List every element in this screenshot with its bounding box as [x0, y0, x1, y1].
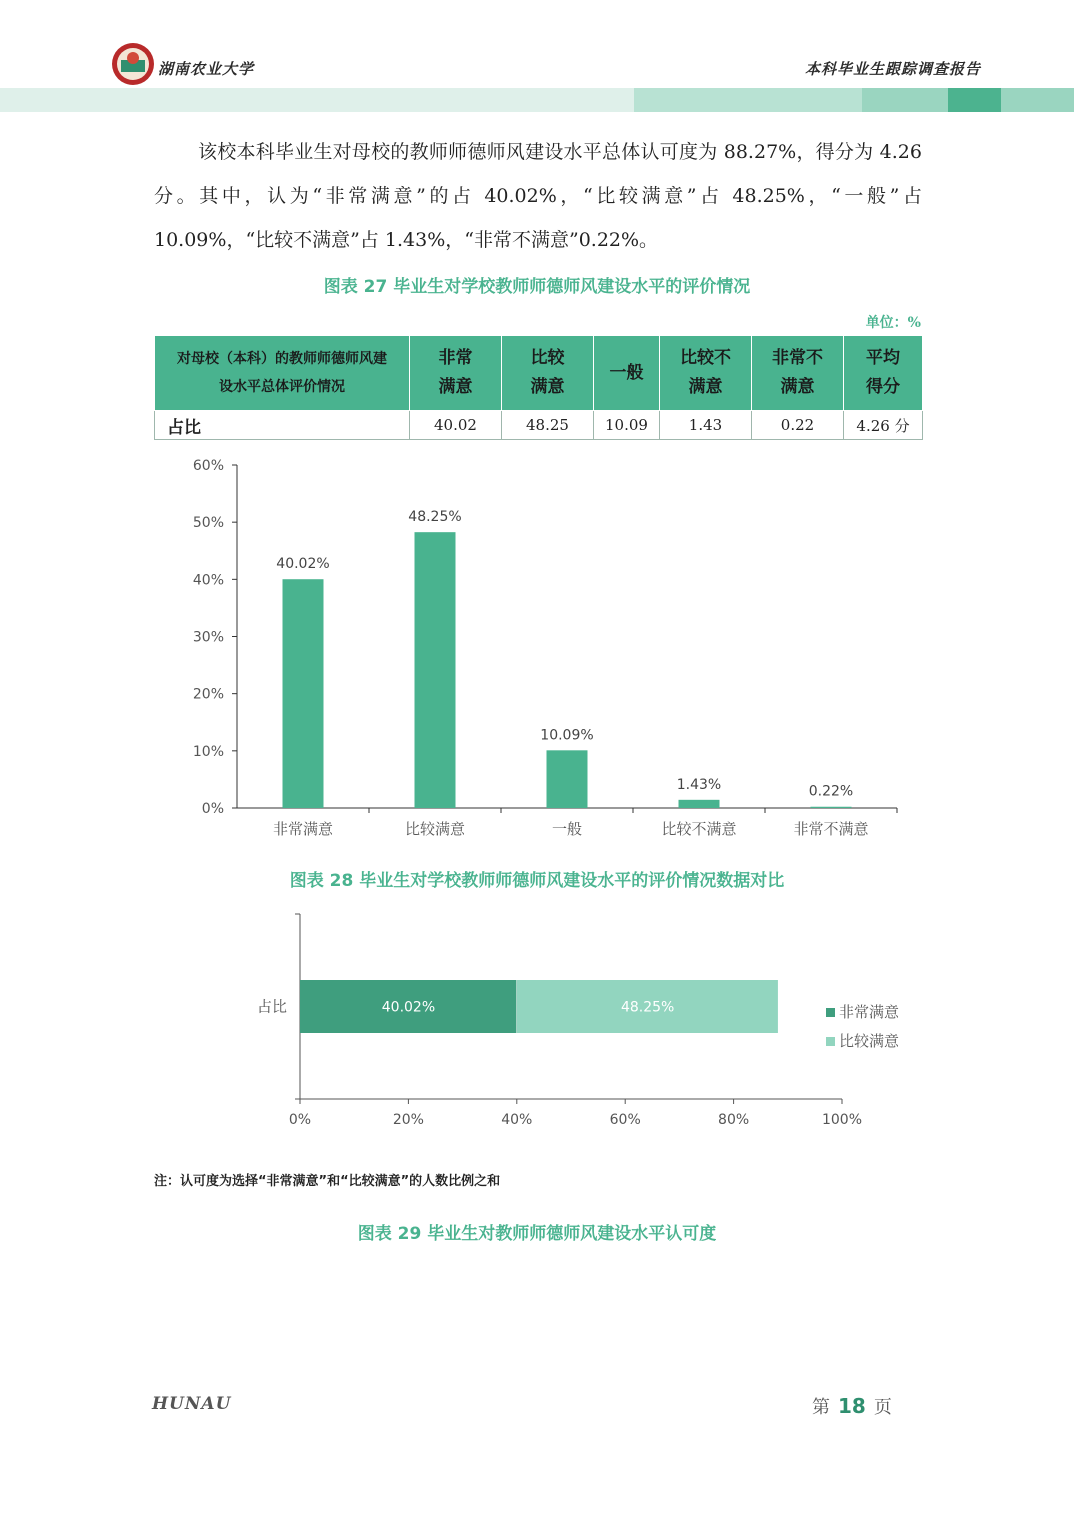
y-tick-label: 20% — [192, 686, 224, 703]
table-header-cell: 一般 — [594, 336, 660, 411]
x-tick-label: 80% — [718, 1112, 750, 1128]
y-tick-label: 10% — [192, 743, 224, 760]
bar — [811, 807, 852, 808]
bar-data-label: 40.02% — [276, 556, 330, 573]
header-band-end — [1001, 88, 1074, 112]
table-header-cell: 比较满意 — [502, 336, 594, 411]
evaluation-bar-chart — [0, 450, 1074, 850]
bar-data-label: 0.22% — [808, 783, 854, 800]
page-number-value: 18 — [838, 1394, 866, 1418]
x-tick-label: 20% — [392, 1112, 424, 1128]
x-tick-label: 0% — [288, 1112, 312, 1128]
bar-data-label: 10.09% — [540, 727, 594, 744]
x-tick-label: 60% — [609, 1112, 641, 1128]
y-tick-label: 50% — [192, 515, 224, 532]
table-cell: 1.43 — [660, 411, 752, 440]
category-label: 占比 — [256, 997, 287, 1016]
y-tick-label: 30% — [192, 629, 224, 646]
header-band-mid2 — [862, 88, 948, 112]
x-tick-label: 非常满意 — [272, 820, 334, 838]
legend-label: 非常满意 — [839, 1003, 900, 1021]
footer-brand: HUNAU — [152, 1394, 232, 1414]
table-cell: 48.25 — [502, 411, 594, 440]
x-tick-label: 比较满意 — [404, 820, 466, 838]
bar — [283, 579, 324, 808]
satisfaction-stacked-chart — [0, 900, 1074, 1140]
segment-data-label: 40.02% — [381, 999, 436, 1016]
x-tick-label: 40% — [501, 1112, 533, 1128]
table-header-cell: 非常不满意 — [752, 336, 844, 411]
page-prefix: 第 — [812, 1397, 830, 1418]
y-tick-label: 40% — [192, 572, 224, 589]
legend-label: 比较满意 — [839, 1032, 900, 1050]
page-suffix: 页 — [873, 1397, 892, 1418]
segment-data-label: 48.25% — [620, 999, 675, 1016]
bar — [415, 532, 456, 808]
page-number — [812, 1393, 892, 1419]
table-header-cell: 平均得分 — [844, 336, 923, 411]
university-logo — [111, 42, 155, 86]
evaluation-table — [154, 335, 923, 440]
table-cell: 10.09 — [594, 411, 660, 440]
bar-data-label: 48.25% — [408, 509, 462, 526]
university-name: 湖南农业大学 — [158, 60, 255, 78]
figure-27-caption: 图表 27 毕业生对学校教师师德师风建设水平的评价情况 — [323, 277, 751, 297]
table-header-cell: 对母校（本科）的教师师德师风建设水平总体评价情况 — [155, 336, 410, 411]
table-header-cell: 比较不满意 — [660, 336, 752, 411]
header-band-dark — [948, 88, 1001, 112]
bar — [547, 750, 588, 808]
table-header-row — [155, 336, 923, 411]
figure-29-caption: 图表 29 毕业生对教师师德师风建设水平认可度 — [357, 1224, 717, 1244]
y-tick-label: 60% — [192, 458, 224, 474]
footnote: 注：认可度为选择“非常满意”和“比较满意”的人数比例之和 — [154, 1174, 501, 1189]
bar-data-label: 1.43% — [676, 776, 722, 793]
header-band-mid — [634, 88, 862, 112]
y-tick-label: 0% — [201, 801, 224, 817]
table-cell: 4.26 分 — [844, 411, 923, 440]
table-cell: 40.02 — [410, 411, 502, 440]
x-tick-label: 非常不满意 — [793, 820, 869, 838]
bar — [679, 800, 720, 808]
table-row — [155, 411, 923, 440]
unit-label: 单位：% — [865, 315, 921, 331]
table-header-cell: 非常满意 — [410, 336, 502, 411]
table-row-label: 占比 — [155, 411, 410, 440]
x-tick-label: 一般 — [551, 820, 583, 838]
x-tick-label: 比较不满意 — [661, 820, 737, 838]
body-paragraph: 该校本科毕业生对母校的教师师德师风建设水平总体认可度为 88.27%，得分为 4.26 分。其中，认为“非常满意”的占 40.02%，“比较满意”占 48.25%，“一般”占 10.09%，“比较不满意”占 1.43%，“非常不满意”0.22%。 — [154, 141, 922, 251]
figure-28-caption: 图表 28 毕业生对学校教师师德师风建设水平的评价情况数据对比 — [289, 871, 785, 891]
x-tick-label: 100% — [821, 1112, 863, 1128]
report-title: 本科毕业生跟踪调查报告 — [804, 60, 981, 78]
table-cell: 0.22 — [752, 411, 844, 440]
legend-swatch — [826, 1008, 835, 1017]
legend-swatch — [826, 1037, 835, 1046]
header-band-light — [0, 88, 634, 112]
